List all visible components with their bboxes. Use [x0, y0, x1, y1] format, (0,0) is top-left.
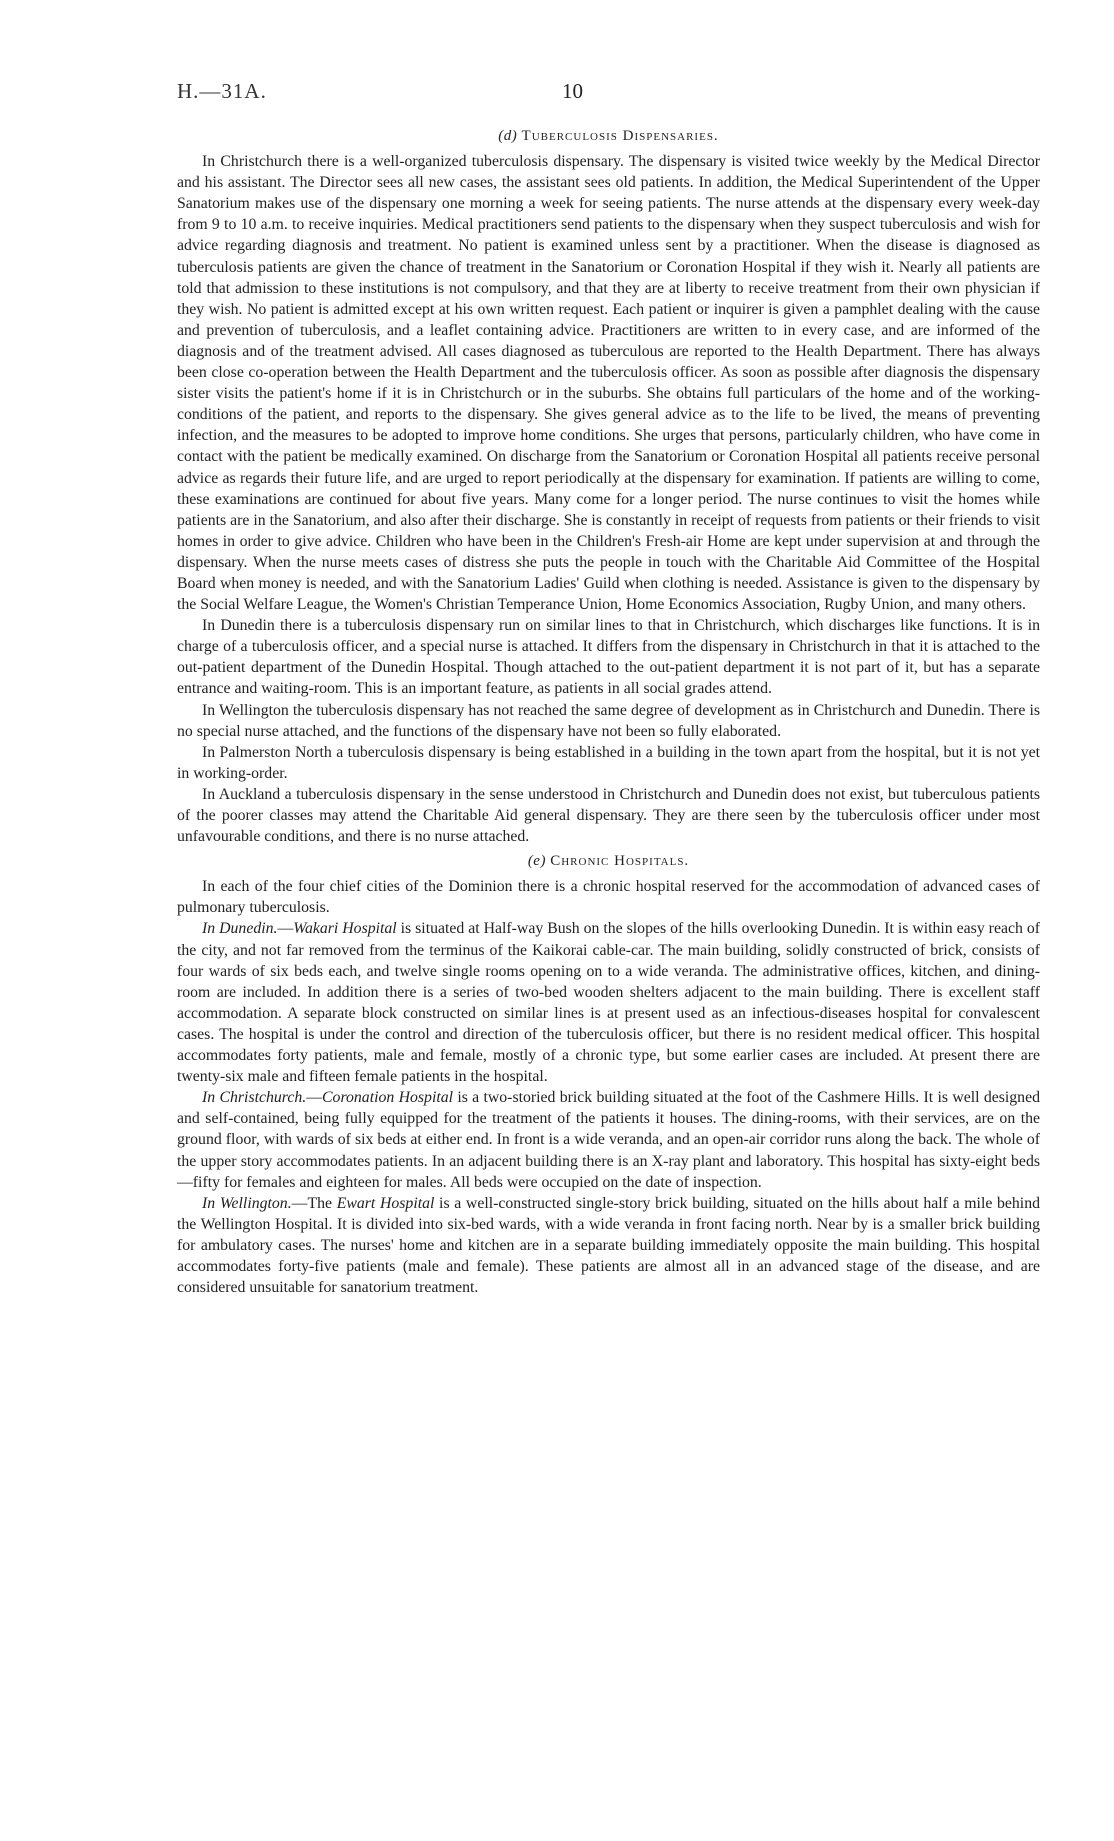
section-heading-dispensaries — [177, 126, 1040, 147]
paragraph-christchurch-hospital — [177, 1087, 1040, 1192]
page-body — [177, 126, 1040, 1298]
paragraph-dunedin-hospital — [177, 918, 1040, 1087]
page-header — [0, 79, 1114, 105]
hospital-name: Coronation Hospital — [322, 1089, 454, 1107]
section-label: (d) — [498, 128, 518, 144]
paragraph-text: is situated at Half-way Bush on the slopes of the hills overlooking Dunedin. It is within easy reach of the city, and not far removed from the terminus of the Kaikorai cable-car. The main building, solidly constructed of brick, consists of four wards of six beds each, and twelve single rooms opening on to a wide veranda. The administrative offices, kitchen, and dining-room are included. In addition there is a series of two-bed wooden shelters adjacent to the main building. There is excellent staff accommodation. A separate block constructed on similar lines is at present used as an infectious-diseases hospital for convalescent cases. The hospital is under the control and direction of the tuberculosis officer, but there is no resident medical officer. This hospital accommodates forty patients, male and female, mostly of a chronic type, but some earlier cases are included. At present there are twenty-six male and fifteen female patients in the hospital. — [177, 920, 1040, 1086]
city-lead: In Dunedin. — [202, 920, 278, 938]
page-number: 10 — [562, 79, 583, 103]
paragraph-wellington-hospital — [177, 1193, 1040, 1298]
paragraph-palmerston-north-dispensary: In Palmerston North a tuberculosis dispensary is being established in a building in the town apart from the hospital, but it is not yet in working-order. — [177, 743, 1040, 782]
section-heading-chronic-hospitals — [177, 851, 1040, 872]
paragraph-auckland-dispensary: In Auckland a tuberculosis dispensary in the sense understood in Christchurch and Dunedin does not exist, but tuberculous patients of the poorer classes may attend the Charitable Aid general dispensary. They are there seen by the tuberculosis officer under most unfavourable conditions, and there is no nurse attached. — [177, 785, 1040, 846]
section-title: Chronic Hospitals. — [550, 853, 690, 870]
paragraph-wellington-dispensary: In Wellington the tuberculosis dispensary has not reached the same degree of development as in Christchurch and Dunedin. There is no special nurse attached, and the functions of the dispensary have not been so fully elaborated. — [177, 701, 1040, 740]
dash: — — [277, 920, 294, 938]
paragraph-chronic-intro: In each of the four chief cities of the Dominion there is a chronic hospital reserved for the accommodation of advanced cases of pulmonary tuberculosis. — [177, 878, 1040, 917]
dash: — — [306, 1089, 323, 1107]
paragraph-dunedin-dispensary: In Dunedin there is a tuberculosis dispensary run on similar lines to that in Christchurch, which discharges like functions. It is in charge of a tuberculosis officer, and a special nurse is attached. It differs from the dispensary in Christchurch in that it is attached to the out-patient department of the Dunedin Hospital. Though attached to the out-patient department it is not part of it, but has a separate entrance and waiting-room. This is an important feature, as patients in all social grades attend. — [177, 617, 1040, 698]
document-reference: H.—31A. — [177, 79, 267, 103]
paragraph-text: is a well-constructed single-story brick building, situated on the hills about half a mile behind the Wellington Hospital. It is divided into six-bed wards, with a wide veranda in front facing north. Near by is a smaller brick building for ambulatory cases. The nurses' home and kitchen are in a separate building immediately opposite the main building. This hospital accommodates forty-five patients (male and female). These patients are almost all in an advanced stage of the disease, and are considered unsuitable for sanatorium treatment. — [177, 1194, 1040, 1297]
paragraph-text: is a two-storied brick building situated at the foot of the Cashmere Hills. It is well designed and self-contained, being fully equipped for the treatment of the patients it houses. The dining-rooms, with their services, are on the ground floor, with wards of six beds at either end. In front is a wide veranda, and an open-air corridor runs along the back. The whole of the upper story accommodates patients. In an adjacent building there is an X-ray plant and laboratory. This hospital has sixty-eight beds—fifty for females and eighteen for males. All beds were occupied on the date of inspection. — [177, 1089, 1040, 1191]
hospital-name: Wakari Hospital — [293, 920, 397, 938]
hospital-name: Ewart Hospital — [336, 1194, 435, 1212]
section-title: Tuberculosis Dispensaries. — [521, 128, 719, 144]
section-label: (e) — [527, 853, 546, 870]
city-lead: In Wellington. — [202, 1194, 292, 1212]
city-lead: In Christchurch. — [202, 1089, 307, 1107]
paragraph-christchurch-dispensary: In Christchurch there is a well-organized tuberculosis dispensary. The dispensary is visited twice weekly by the Medical Director and his assistant. The Director sees all new cases, the assistant sees old patients. In addition, the Medical Superintendent of the Upper Sanatorium makes use of the dispensary one morning a week for seeing patients. The nurse attends at the dispensary every week-day from 9 to 10 a.m. to receive inquiries. Medical practitioners send patients to the dispensary when they suspect tuberculosis and wish for advice regarding diagnosis and treatment. No patient is examined unless sent by a practitioner. When the disease is diagnosed as tuberculosis patients are given the chance of treatment in the Sanatorium or Coronation Hospital if they wish it. Nearly all patients are told that admission to these institutions is not compulsory, and that they are at liberty to receive treatment from their own physician if they wish. No patient is admitted except at his own written request. Each patient or inquirer is given a pamphlet dealing with the cause and prevention of tuberculosis, and a leaflet containing advice. Practitioners are written to in every case, and are informed of the diagnosis and of the treatment advised. All cases diagnosed as tuberculous are reported to the Health Department. There has always been close co-operation between the Health Department and the tuberculosis officer. As soon as possible after diagnosis the dispensary sister visits the patient's home if it is in Christchurch or in the suburbs. She obtains full particulars of the home and of the working-conditions of the patient, and reports to the dispensary. She gives general advice as to the life to be lived, the means of preventing infection, and the measures to be adopted to improve home conditions. She urges that persons, particularly children, who have come in contact with the patient be medically examined. On discharge from the Sanatorium or Coronation Hospital all patients receive personal advice as regards their future life, and are urged to report periodically at the dispensary for examination. If patients are willing to come, these examinations are continued for about five years. Many come for a longer period. The nurse continues to visit the homes while patients are in the Sanatorium, and also after their discharge. She is constantly in receipt of requests from patients or their friends to visit homes in order to give advice. Children who have been in the Children's Fresh-air Home are kept under supervision at and through the dispensary. When the nurse meets cases of distress she puts the people in touch with the Charitable Aid Committee of the Hospital Board when money is needed, and with the Sanatorium Ladies' Guild when clothing is needed. Assistance is given to the dispensary by the Social Welfare League, the Women's Christian Temperance Union, Home Economics Association, Rugby Union, and many others. — [177, 153, 1040, 614]
dash: —The — [291, 1194, 337, 1212]
